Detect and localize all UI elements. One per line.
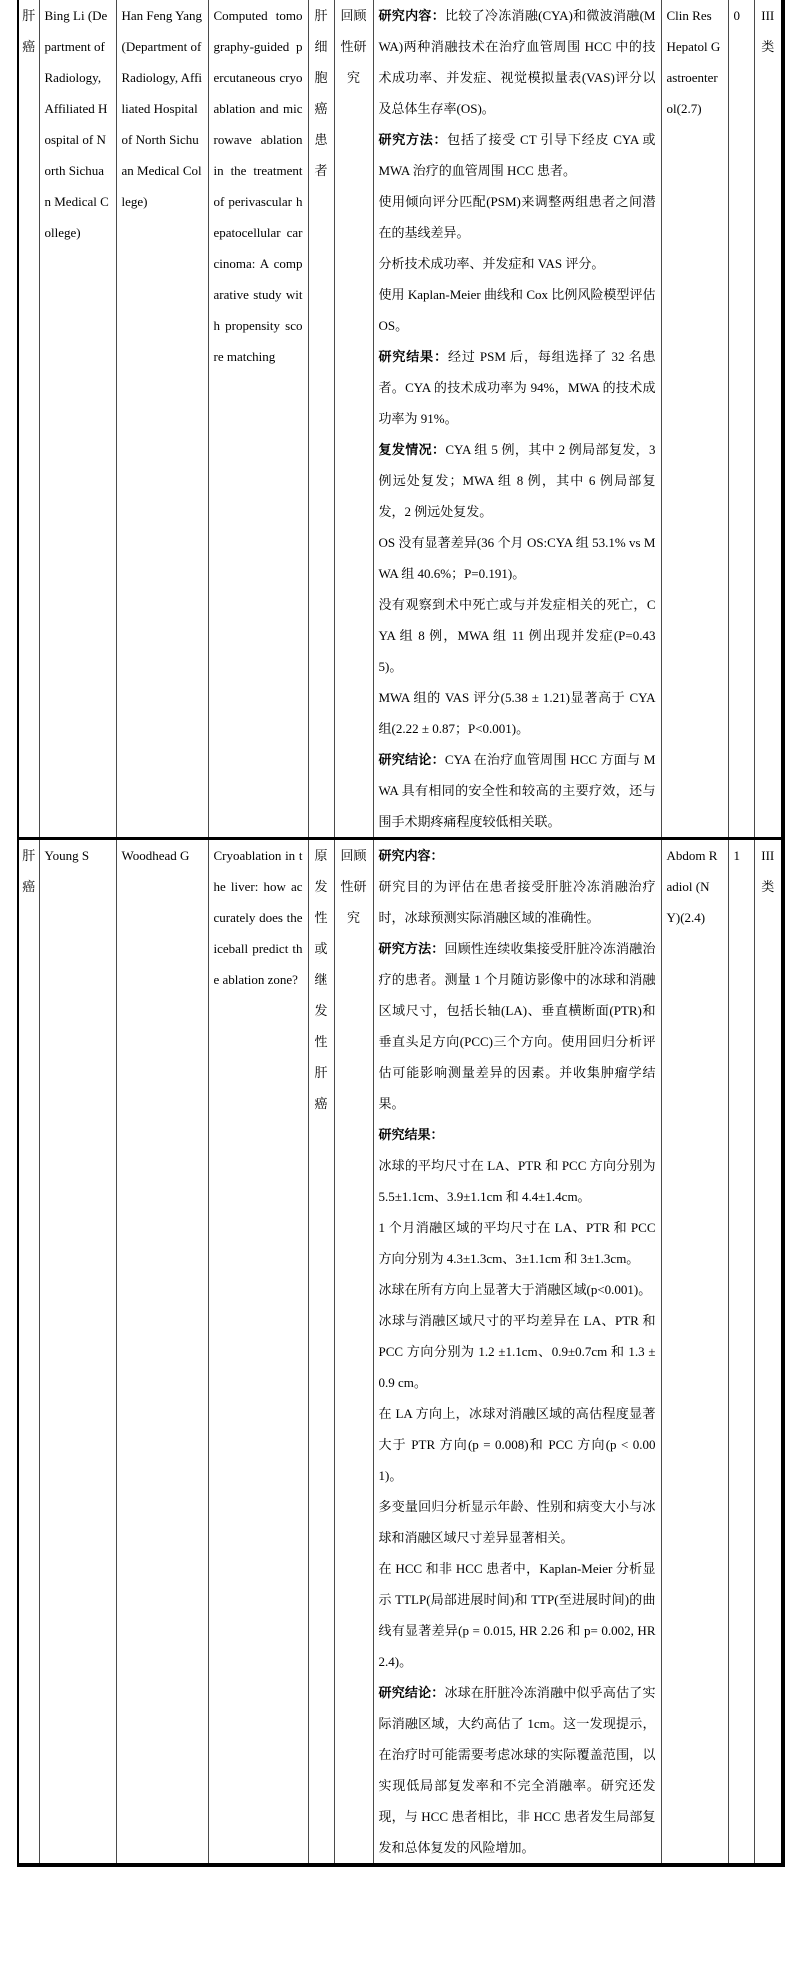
- summary-paragraph: [379, 248, 656, 279]
- literature-review-table: [17, 0, 785, 1867]
- first-author-cell: Bing Li (Department of Radiology, Affiliated Hospital of North Sichuan Medical College): [39, 0, 116, 839]
- summary-text: 经过 PSM 后，每组选择了 32 名患者。CYA 的技术成功率为 94%，MWA 的技术成功率为 91%。: [378, 349, 656, 426]
- summary-paragraph: [379, 186, 656, 248]
- summary-paragraph: [379, 1398, 656, 1491]
- summary-text: 使用 Kaplan-Meier 曲线和 Cox 比例风险模型评估 OS。: [378, 287, 656, 333]
- study-design-cell: 回顾性研究: [334, 839, 373, 1866]
- summary-section-label: 研究结论：: [378, 1685, 445, 1700]
- summary-section-label: 研究内容：: [378, 8, 446, 23]
- summary-section-label: 研究结果：: [378, 349, 448, 364]
- patient-type-cell: 肝细胞癌患者: [308, 0, 334, 839]
- summary-section-label: 研究内容：: [378, 848, 444, 863]
- score-cell: 0: [728, 0, 754, 839]
- summary-section-label: 复发情况：: [378, 442, 446, 457]
- summary-text: 没有观察到术中死亡或与并发症相关的死亡，CYA 组 8 例，MWA 组 11 例出现并发症(P=0.435)。: [378, 597, 656, 674]
- summary-paragraph: [379, 682, 656, 744]
- summary-paragraph: [379, 527, 656, 589]
- summary-paragraph: [379, 589, 656, 682]
- summary-text: 使用倾向评分匹配(PSM)来调整两组患者之间潜在的基线差异。: [378, 194, 656, 240]
- corresponding-author-cell: Han Feng Yang(Department of Radiology, Affiliated Hospital of North Sichuan Medical College): [116, 0, 208, 839]
- summary-paragraph: [379, 1677, 656, 1863]
- study-row: [18, 839, 783, 1866]
- cancer-type-cell: 肝癌: [18, 0, 39, 839]
- summary-text: 冰球的平均尺寸在 LA、PTR 和 PCC 方向分别为 5.5±1.1cm、3.9±1.1cm 和 4.4±1.4cm。: [378, 1158, 656, 1204]
- summary-text: 分析技术成功率、并发症和 VAS 评分。: [378, 256, 605, 271]
- cancer-type-cell: 肝癌: [18, 839, 39, 1866]
- summary-paragraph: [379, 1212, 656, 1274]
- summary-text: 研究目的为评估在患者接受肝脏冷冻消融治疗时，冰球预测实际消融区域的准确性。: [378, 879, 656, 925]
- summary-paragraph: [379, 840, 656, 871]
- summary-section-label: 研究结果：: [378, 1127, 444, 1142]
- summary-text: 冰球与消融区域尺寸的平均差异在 LA、PTR 和 PCC 方向分别为 1.2 ±1.1cm、0.9±0.7cm 和 1.3 ± 0.9 cm。: [378, 1313, 656, 1390]
- article-title-cell: Computed tomography-guided percutaneous cryoablation and microwave ablation in the treatment of perivascular hepatocellular carcinoma: A comparative study with propensity score matching: [208, 0, 308, 839]
- summary-paragraph: [379, 341, 656, 434]
- score-cell: 1: [728, 839, 754, 1866]
- summary-text: 冰球在所有方向上显著大于消融区域(p<0.001)。: [378, 1282, 652, 1297]
- study-row: [18, 0, 783, 839]
- summary-paragraph: [379, 279, 656, 341]
- summary-text: CYA 在治疗血管周围 HCC 方面与 MWA 具有相同的安全性和较高的主要疗效，还与围手术期疼痛程度较低相关联。: [378, 752, 656, 829]
- study-design-cell: 回顾性研究: [334, 0, 373, 839]
- summary-text: CYA 组 5 例，其中 2 例局部复发，3 例远处复发；MWA 组 8 例，其中 6 例局部复发，2 例远处复发。: [378, 442, 656, 519]
- summary-text: 在 LA 方向上，冰球对消融区域的高估程度显著大于 PTR 方向(p = 0.008)和 PCC 方向(p < 0.001)。: [378, 1406, 656, 1483]
- summary-text: 比较了冷冻消融(CYA)和微波消融(MWA)两种消融技术在治疗血管周围 HCC 中的技术成功率、并发症、视觉模拟量表(VAS)评分以及总体生存率(OS)。: [378, 8, 656, 116]
- study-summary-cell: [373, 0, 661, 839]
- summary-paragraph: [379, 1491, 656, 1553]
- evidence-grade-cell: III 类: [754, 839, 783, 1866]
- summary-text: 多变量回归分析显示年龄、性别和病变大小与冰球和消融区域尺寸差异显著相关。: [378, 1499, 656, 1545]
- table-body: [18, 0, 783, 1865]
- summary-paragraph: [379, 1119, 656, 1150]
- summary-paragraph: [379, 0, 656, 124]
- evidence-grade-cell: III 类: [754, 0, 783, 839]
- summary-text: 在 HCC 和非 HCC 患者中，Kaplan-Meier 分析显示 TTLP(局部进展时间)和 TTP(至进展时间)的曲线有显著差异(p = 0.015, HR 2.26 和 p= 0.002, HR 2.4)。: [378, 1561, 656, 1669]
- summary-paragraph: [379, 1274, 656, 1305]
- summary-paragraph: [379, 434, 656, 527]
- summary-paragraph: [379, 1150, 656, 1212]
- summary-paragraph: [379, 124, 656, 186]
- summary-paragraph: [379, 744, 656, 837]
- summary-section-label: 研究方法：: [378, 132, 448, 147]
- summary-text: 1 个月消融区域的平均尺寸在 LA、PTR 和 PCC 方向分别为 4.3±1.3cm、3±1.1cm 和 3±1.3cm。: [378, 1220, 656, 1266]
- summary-section-label: 研究方法：: [378, 941, 445, 956]
- summary-text: OS 没有显著差异(36 个月 OS:CYA 组 53.1% vs MWA 组 40.6%；P=0.191)。: [378, 535, 656, 581]
- summary-paragraph: [379, 871, 656, 933]
- summary-section-label: 研究结论：: [378, 752, 445, 767]
- journal-cell: Abdom Radiol (NY)(2.4): [661, 839, 728, 1866]
- study-summary-cell: [373, 839, 661, 1866]
- summary-paragraph: [379, 933, 656, 1119]
- summary-paragraph: [379, 1553, 656, 1677]
- corresponding-author-cell: Woodhead G: [116, 839, 208, 1866]
- patient-type-cell: 原发性或继发性肝癌: [308, 839, 334, 1866]
- article-title-cell: Cryoablation in the liver: how accurately does the iceball predict the ablation zone?: [208, 839, 308, 1866]
- summary-paragraph: [379, 1305, 656, 1398]
- summary-text: MWA 组的 VAS 评分(5.38 ± 1.21)显著高于 CYA 组(2.22 ± 0.87；P<0.001)。: [378, 690, 656, 736]
- summary-text: 包括了接受 CT 引导下经皮 CYA 或 MWA 治疗的血管周围 HCC 患者。: [378, 132, 656, 178]
- summary-text: 回顾性连续收集接受肝脏冷冻消融治疗的患者。测量 1 个月随访影像中的冰球和消融区域尺寸，包括长轴(LA)、垂直横断面(PTR)和垂直头足方向(PCC)三个方向。使用回归分析评估可能影响测量差异的因素。并收集肿瘤学结果。: [378, 941, 656, 1111]
- summary-text: 冰球在肝脏冷冻消融中似乎高估了实际消融区域，大约高估了 1cm。这一发现提示，在治疗时可能需要考虑冰球的实际覆盖范围，以实现低局部复发率和不完全消融率。研究还发现，与 HCC 患者相比，非 HCC 患者发生局部复发和总体复发的风险增加。: [378, 1685, 656, 1855]
- first-author-cell: Young S: [39, 839, 116, 1866]
- journal-cell: Clin Res Hepatol Gastroenterol(2.7): [661, 0, 728, 839]
